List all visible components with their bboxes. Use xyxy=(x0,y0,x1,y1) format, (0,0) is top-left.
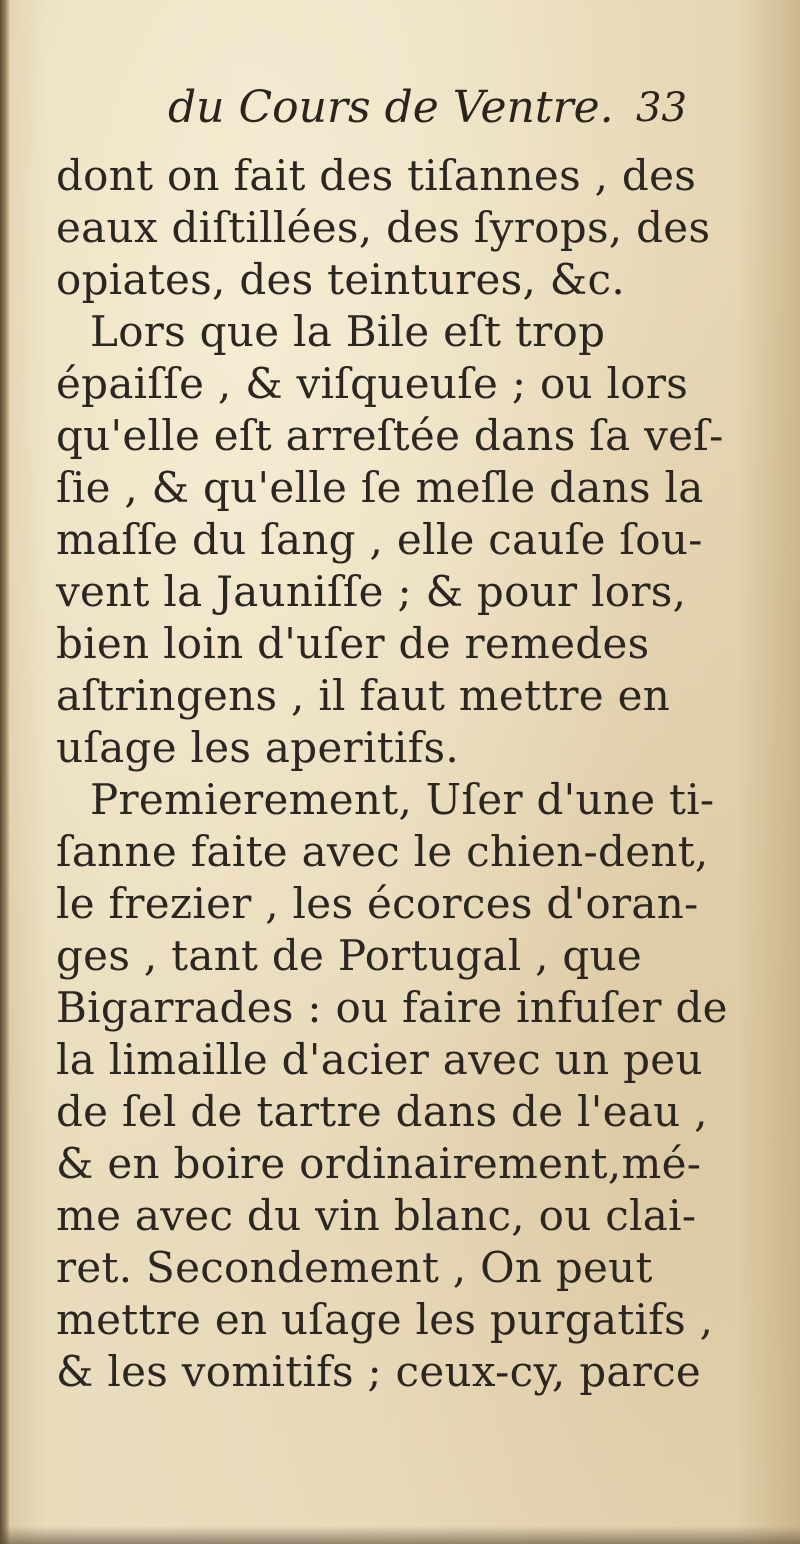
text-line: Bigarrades : ou faire infuſer de xyxy=(56,983,728,1032)
text-line: le frezier , les écorces d'oran- xyxy=(56,879,699,928)
text-line: aſtringens , il faut mettre en xyxy=(56,671,671,720)
text-line: vent la Jauniſſe ; & pour lors, xyxy=(56,567,687,616)
text-line: eaux diſtillées, des ſyrops, des xyxy=(56,203,711,252)
paragraph-start-line: Premierement, Uſer d'une ti- xyxy=(90,775,715,824)
running-title: du Cours de Ventre. xyxy=(168,82,614,133)
page-header xyxy=(0,78,800,148)
text-line: qu'elle eſt arreſtée dans ſa veſ- xyxy=(56,411,724,460)
body-text xyxy=(56,150,728,1398)
text-line: dont on fait des tiſannes , des xyxy=(56,151,697,200)
page-number: 33 xyxy=(636,85,687,131)
text-line: de ſel de tartre dans de l'eau , xyxy=(56,1087,708,1136)
text-line: & les vomitifs ; ceux-cy, parce xyxy=(56,1347,702,1396)
text-line: bien loin d'uſer de remedes xyxy=(56,619,650,668)
text-line: maſſe du ſang , elle cauſe ſou- xyxy=(56,515,703,564)
text-line: me avec du vin blanc, ou clai- xyxy=(56,1191,697,1240)
text-line: ſie , & qu'elle ſe meſle dans la xyxy=(56,463,704,512)
text-line: ret. Secondement , On peut xyxy=(56,1243,653,1292)
page-gutter-shadow xyxy=(0,0,10,1544)
text-line: la limaille d'acier avec un peu xyxy=(56,1035,703,1084)
text-line: & en boire ordinairement,mé- xyxy=(56,1139,702,1188)
text-line: uſage les aperitifs. xyxy=(56,723,459,772)
paragraph-start-line: Lors que la Bile eſt trop xyxy=(90,307,606,356)
text-line: ges , tant de Portugal , que xyxy=(56,931,643,980)
text-line: opiates, des teintures, &c. xyxy=(56,255,625,304)
page-bottom-shadow xyxy=(0,1526,800,1544)
text-line: ſanne faite avec le chien-dent, xyxy=(56,827,709,876)
text-line: mettre en uſage les purgatifs , xyxy=(56,1295,714,1344)
text-line: épaiſſe , & viſqueuſe ; ou lors xyxy=(56,359,689,408)
